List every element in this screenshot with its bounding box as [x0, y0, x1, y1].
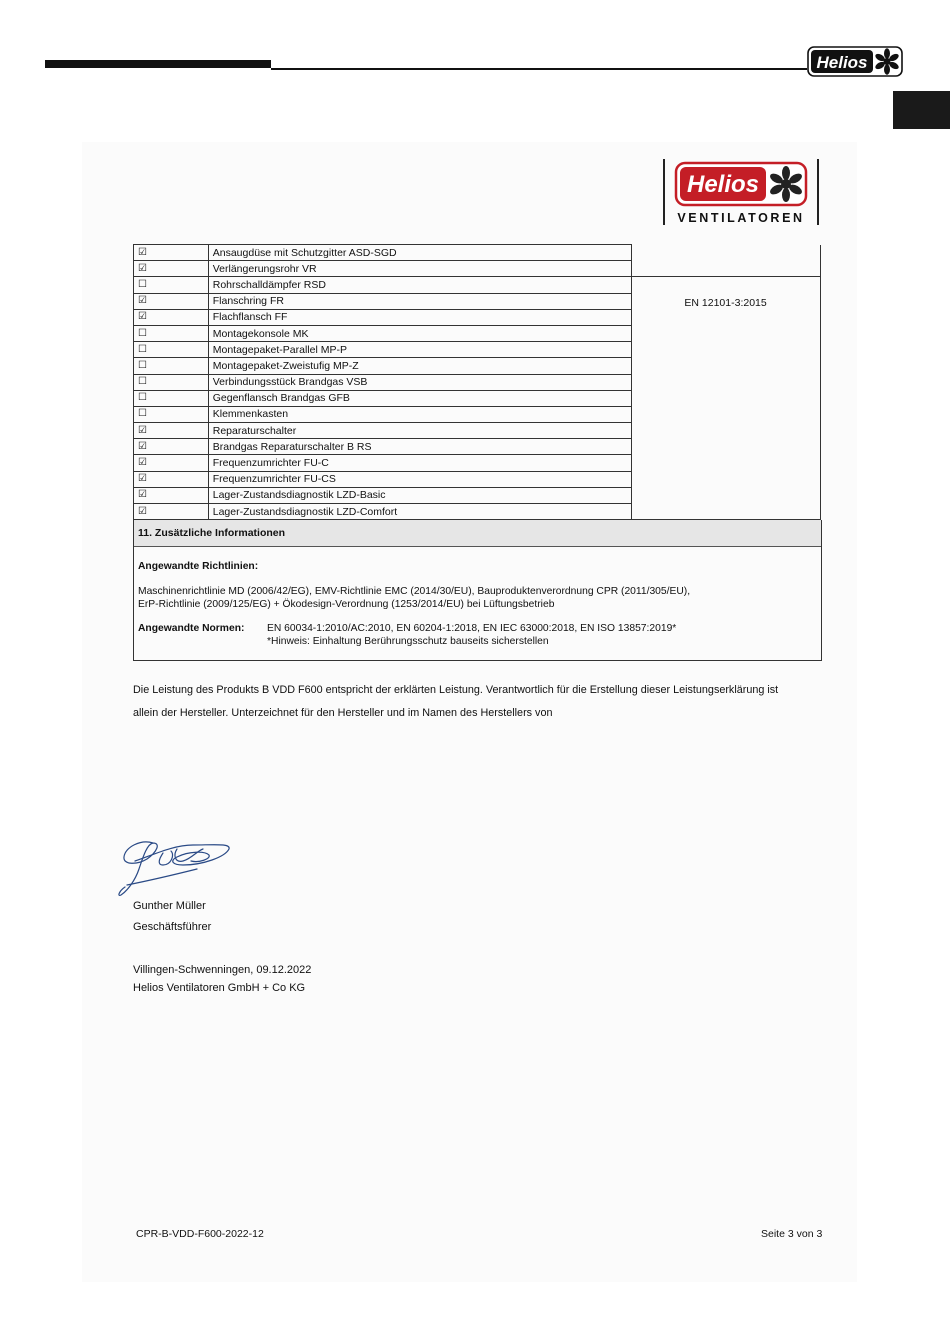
company-name: Helios Ventilatoren GmbH + Co KG	[133, 982, 306, 994]
accessory-label: Lager-Zustandsdiagnostik LZD-Comfort	[208, 504, 632, 520]
accessory-label: Flanschring FR	[208, 293, 632, 309]
unchecked-box-icon: ☐	[134, 325, 209, 341]
norms-line-1: EN 60034-1:2010/AC:2010, EN 60204-1:2018, EN IEC 63000:2018, EN ISO 13857:2019*	[267, 623, 677, 634]
accessory-row	[134, 245, 821, 261]
accessory-label: Flachflansch FF	[208, 309, 632, 325]
svg-text:Helios: Helios	[816, 53, 868, 72]
checked-box-icon: ☑	[134, 439, 209, 455]
directives-line-1: Maschinenrichtlinie MD (2006/42/EG), EMV-Richtlinie EMC (2014/30/EU), Bauproduktenverordnung CPR (2011/305/EU),	[138, 586, 691, 597]
declaration-line-2: allein der Hersteller. Unterzeichnet für den Hersteller und im Namen des Herstellers von	[133, 707, 553, 719]
header-rule-thin	[271, 68, 807, 70]
accessories-table	[133, 244, 821, 520]
accessory-label: Brandgas Reparaturschalter B RS	[208, 439, 632, 455]
checked-box-icon: ☑	[134, 309, 209, 325]
accessory-label: Verbindungsstück Brandgas VSB	[208, 374, 632, 390]
svg-text:Helios: Helios	[686, 171, 760, 198]
accessory-label: Frequenzumrichter FU-C	[208, 455, 632, 471]
standard-text: EN 12101-3:2015	[684, 297, 767, 310]
checked-box-icon: ☑	[134, 423, 209, 439]
standard-cell-top	[632, 245, 821, 277]
signatory-name: Gunther Müller	[133, 900, 206, 912]
section-additional-info	[133, 520, 822, 661]
accessories-table-body	[134, 245, 821, 520]
checked-box-icon: ☑	[134, 293, 209, 309]
handwritten-signature	[113, 835, 235, 903]
standard-cell	[632, 277, 821, 520]
accessory-label: Reparaturschalter	[208, 423, 632, 439]
accessory-label: Montagepaket-Zweistufig MP-Z	[208, 358, 632, 374]
accessory-label: Montagepaket-Parallel MP-P	[208, 342, 632, 358]
helios-ventilatoren-logo	[663, 159, 819, 227]
checked-box-icon: ☑	[134, 471, 209, 487]
accessory-label: Frequenzumrichter FU-CS	[208, 471, 632, 487]
directives-line-2: ErP-Richtlinie (2009/125/EG) + Ökodesign-Verordnung (1253/2014/EU) bei Lüftungsbetrieb	[138, 599, 555, 610]
accessory-label: Gegenflansch Brandgas GFB	[208, 390, 632, 406]
accessory-label: Montagekonsole MK	[208, 325, 632, 341]
accessory-label: Lager-Zustandsdiagnostik LZD-Basic	[208, 487, 632, 503]
place-date: Villingen-Schwenningen, 09.12.2022	[133, 964, 312, 976]
checked-box-icon: ☑	[134, 455, 209, 471]
header-rule-thick	[45, 60, 271, 68]
unchecked-box-icon: ☐	[134, 374, 209, 390]
side-tab-marker	[893, 91, 950, 129]
accessory-label: Verlängerungsrohr VR	[208, 261, 632, 277]
unchecked-box-icon: ☐	[134, 390, 209, 406]
section-title: 11. Zusätzliche Informationen	[134, 520, 821, 547]
accessory-label: Rohrschalldämpfer RSD	[208, 277, 632, 293]
declaration-line-1: Die Leistung des Produkts B VDD F600 entspricht der erklärten Leistung. Verantwortlich für die Erstellung dieser Leistungserklärung ist	[133, 684, 779, 696]
footer-page-number: Seite 3 von 3	[761, 1228, 823, 1240]
logo-subtitle: VENTILATOREN	[677, 211, 805, 225]
unchecked-box-icon: ☐	[134, 406, 209, 422]
accessory-label: Ansaugdüse mit Schutzgitter ASD-SGD	[208, 245, 632, 261]
footer-doc-id: CPR-B-VDD-F600-2022-12	[136, 1228, 264, 1240]
header-helios-logo	[807, 46, 903, 77]
directives-label: Angewandte Richtlinien:	[138, 561, 259, 572]
unchecked-box-icon: ☐	[134, 358, 209, 374]
unchecked-box-icon: ☐	[134, 277, 209, 293]
accessory-label: Klemmenkasten	[208, 406, 632, 422]
signatory-role: Geschäftsführer	[133, 921, 212, 933]
norms-line-2: *Hinweis: Einhaltung Berührungsschutz bauseits sicherstellen	[267, 636, 549, 647]
accessory-row	[134, 277, 821, 293]
checked-box-icon: ☑	[134, 487, 209, 503]
checked-box-icon: ☑	[134, 504, 209, 520]
unchecked-box-icon: ☐	[134, 342, 209, 358]
norms-label: Angewandte Normen:	[138, 623, 245, 634]
checked-box-icon: ☑	[134, 245, 209, 261]
checked-box-icon: ☑	[134, 261, 209, 277]
